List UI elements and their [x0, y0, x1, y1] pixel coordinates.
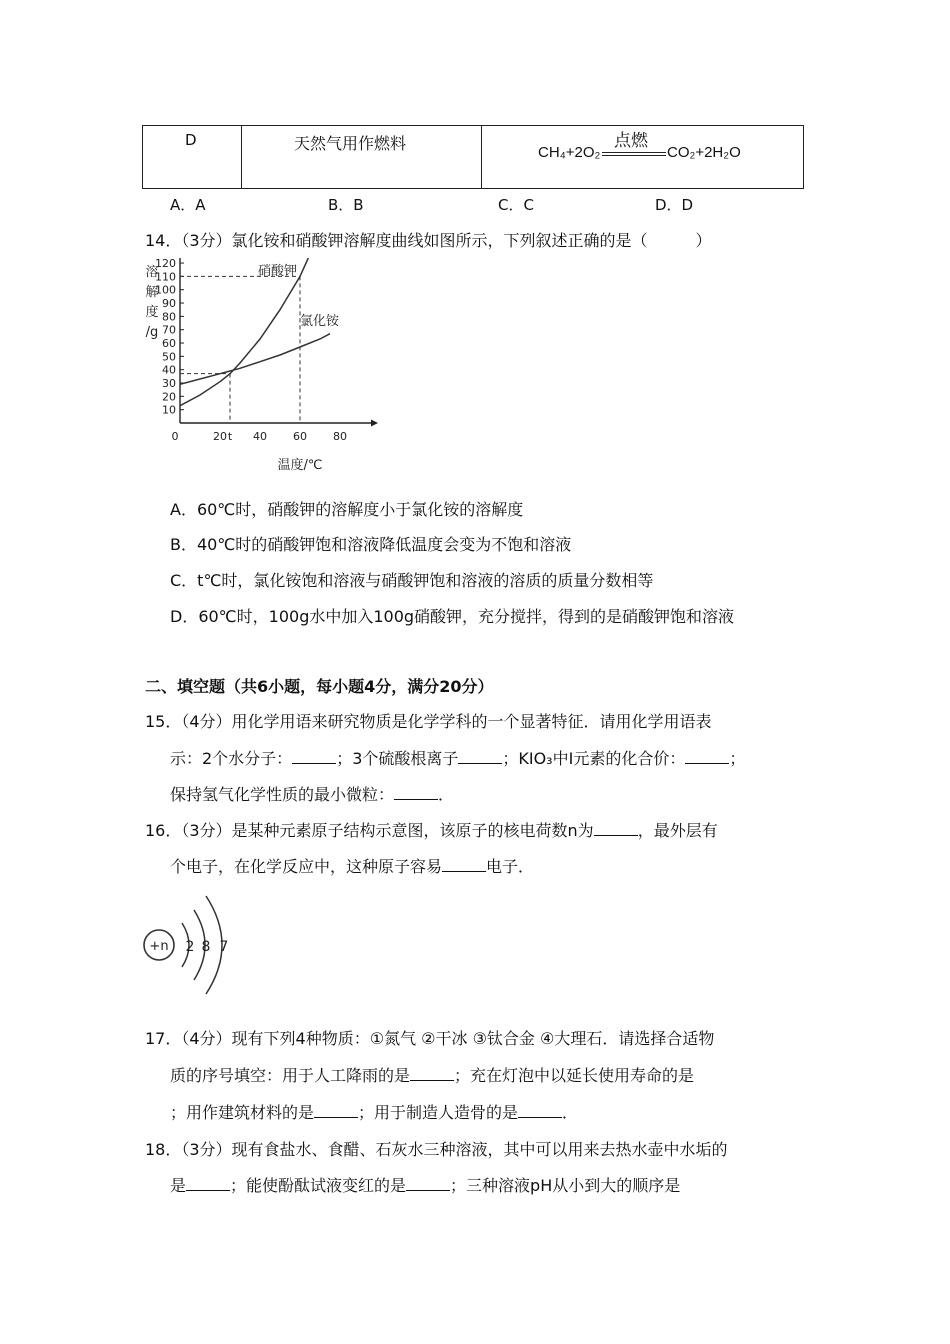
q17-text-d: ；用于制造人造骨的是 [358, 1103, 519, 1122]
q17-line1: 17．（4分）现有下列4种物质：①氮气 ②干冰 ③钛合金 ④大理石．请选择合适物 [145, 1029, 715, 1048]
q14-option-a: A．60℃时，硝酸钾的溶解度小于氯化铵的溶解度 [170, 500, 524, 519]
q15-blank-4[interactable] [394, 785, 438, 800]
x-tick-label: 80 [333, 430, 347, 443]
solubility-chart [140, 258, 380, 478]
q13-option-c: C．C [498, 196, 534, 214]
q13-option-b: B．B [328, 196, 364, 214]
q15-text-d: ； [729, 749, 746, 768]
section-heading: 二、填空题（共6小题，每小题4分，满分20分） [145, 677, 494, 696]
y-tick-label: 60 [162, 337, 176, 351]
x-axis-label: 温度/℃ [277, 458, 323, 473]
q16-text-d: 电子． [486, 857, 535, 876]
shell-3-electrons: 7 [219, 939, 229, 955]
y-axis-label: /g [145, 325, 159, 340]
q15-text-c: ；KIO₃中I元素的化合价： [502, 749, 686, 768]
series-label-1: 硝酸钾 [258, 264, 298, 279]
atom-structure-diagram [140, 888, 250, 998]
table-row-letter: D [185, 131, 197, 149]
reaction-condition: 点燃 [614, 131, 648, 151]
q16-line1 [145, 818, 718, 841]
q14-option-d: D．60℃时，100g水中加入100g硝酸钾，充分搅拌，得到的是硝酸钾饱和溶液 [170, 607, 735, 626]
y-tick-label: 70 [162, 323, 176, 337]
y-tick-label: 40 [162, 363, 176, 377]
equation-reactants: CH₄+2O₂ [538, 144, 601, 161]
equation-double-line-top [602, 152, 666, 153]
shell-1-electrons: 2 [185, 939, 195, 955]
q18-blank-2[interactable] [406, 1176, 450, 1191]
y-tick-label: 30 [162, 377, 176, 391]
q16-text-c: 个电子，在化学反应中，这种原子容易 [170, 857, 443, 876]
q17-line2 [170, 1063, 694, 1086]
q17-blank-2[interactable] [314, 1103, 358, 1118]
y-tick-label: 10 [162, 403, 176, 417]
q15-text-b: ；3个硫酸根离子 [336, 749, 459, 768]
q16-text-a: 16．（3分）是某种元素原子结构示意图，该原子的核电荷数n为 [145, 821, 594, 840]
q15-blank-2[interactable] [458, 749, 502, 764]
y-tick-label: 100 [155, 283, 176, 297]
q18-text-a: 是 [170, 1176, 187, 1195]
series-line-1 [180, 258, 312, 406]
y-tick-label: 110 [155, 270, 176, 284]
q17-text-e: ． [562, 1103, 579, 1122]
q18-text-c: ；三种溶液pH从小到大的顺序是 [450, 1176, 681, 1195]
q17-text-a: 质的序号填空：用于人工降雨的是 [170, 1066, 411, 1085]
q18-blank-1[interactable] [186, 1176, 230, 1191]
y-tick-label: 50 [162, 350, 176, 364]
equation-double-line-bottom [602, 155, 666, 156]
q15-text-f: ． [438, 785, 455, 804]
shell-2-electrons: 8 [201, 939, 211, 955]
x-tick-label: 20 [213, 430, 227, 443]
y-tick-label: 80 [162, 310, 176, 324]
q15-text-a: 示：2个水分子： [170, 749, 293, 768]
q17-blank-3[interactable] [518, 1103, 562, 1118]
x-tick-label: 40 [253, 430, 267, 443]
y-axis-label: 溶 [145, 265, 159, 280]
q18-text-b: ；能使酚酞试液变红的是 [230, 1176, 407, 1195]
q14-stem: 14．（3分）氯化铵和硝酸钾溶解度曲线如图所示，下列叙述正确的是（ ） [145, 231, 712, 250]
q14-option-c: C．t℃时，氯化铵饱和溶液与硝酸钾饱和溶液的溶质的质量分数相等 [170, 571, 654, 590]
q17-text-b: ；充在灯泡中以延长使用寿命的是 [454, 1066, 695, 1085]
series-label-2: 氯化铵 [300, 314, 340, 329]
y-axis-label: 解 [145, 285, 159, 300]
q16-line2 [170, 854, 534, 877]
series-line-2 [180, 334, 330, 385]
q15-blank-3[interactable] [685, 749, 729, 764]
y-tick-label: 120 [155, 258, 176, 271]
x-tick-label: t [227, 430, 233, 443]
q13-option-a: A．A [170, 196, 206, 214]
y-tick-label: 20 [162, 390, 176, 404]
q16-text-b: ，最外层有 [637, 821, 718, 840]
q15-line2 [170, 746, 745, 769]
x-axis-arrow [371, 420, 378, 427]
q17-blank-1[interactable] [410, 1066, 454, 1081]
x-tick-label: 60 [293, 430, 307, 443]
nucleus-label: +n [149, 939, 169, 954]
y-tick-label: 90 [162, 297, 176, 311]
q17-text-c: ；用作建筑材料的是 [170, 1103, 315, 1122]
q15-line3 [170, 782, 454, 805]
table-row-use: 天然气用作燃料 [294, 134, 407, 153]
q18-line1: 18．（3分）现有食盐水、食醋、石灰水三种溶液，其中可以用来去热水壶中水垢的 [145, 1140, 728, 1159]
q14-option-b: B．40℃时的硝酸钾饱和溶液降低温度会变为不饱和溶液 [170, 535, 572, 554]
x-tick-label: 0 [171, 430, 179, 443]
q18-line2 [170, 1173, 680, 1196]
q16-blank-2[interactable] [442, 857, 486, 872]
q16-blank-1[interactable] [594, 821, 638, 836]
q15-blank-1[interactable] [292, 749, 336, 764]
q15-line1: 15．（4分）用化学用语来研究物质是化学学科的一个显著特征．请用化学用语表 [145, 712, 712, 731]
q13-option-d: D．D [655, 196, 694, 214]
equation-products: CO₂+2H₂O [667, 144, 741, 161]
q17-line3 [170, 1100, 578, 1123]
y-axis-label: 度 [145, 305, 159, 320]
q15-text-e: 保持氢气化学性质的最小微粒： [170, 785, 395, 804]
